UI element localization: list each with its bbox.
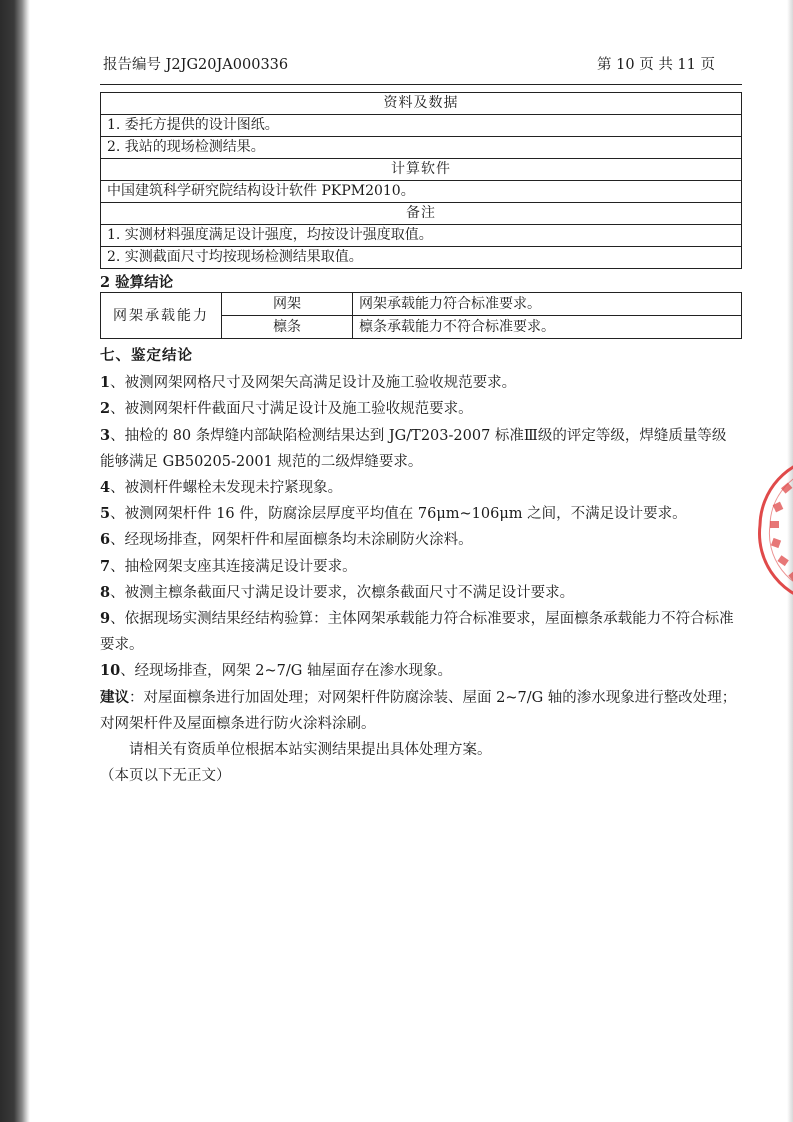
notes-section-title: 备注	[101, 203, 742, 225]
item-number: 8	[100, 583, 111, 601]
software-name: 中国建筑科学研究院结构设计软件 PKPM2010。	[101, 181, 742, 203]
item-number: 10	[100, 662, 121, 680]
conclusion-item	[100, 501, 740, 527]
member-result: 檩条承载能力不符合标准要求。	[353, 316, 742, 339]
item-text: 、抽检的 80 条焊缝内部缺陷检测结果达到 JG/T203-2007 标准Ⅲ级的评定等级，焊缝质量等级能够满足 GB50205-2001 规范的二级焊缝要求。	[100, 427, 727, 470]
seal-arc	[759, 457, 793, 603]
item-text: 、经现场排查，网架杆件和屋面檩条均未涂刷防火涂料。	[110, 532, 473, 549]
suggestion-text: ：对屋面檩条进行加固处理；对网架杆件防腐涂装、屋面 2~7/G 轴的渗水现象进行整改处理；对网架杆件及屋面檩条进行防火涂料涂刷。	[100, 689, 737, 732]
seal-marks	[770, 482, 793, 581]
header-divider	[100, 84, 742, 85]
capacity-label: 网架承载能力	[101, 293, 222, 339]
conclusion-item	[100, 580, 740, 606]
section-title: 2 验算结论	[100, 274, 174, 291]
item-text: 、被测杆件螺栓未发现未拧紧现象。	[110, 480, 343, 497]
conclusion-item	[100, 527, 740, 553]
software-section-title: 计算软件	[101, 159, 742, 181]
conclusion-item	[100, 370, 740, 396]
page-header	[103, 53, 715, 79]
item-text: 、被测网架杆件 16 件，防腐涂层厚度平均值在 76μm~106μm 之间，不满足设计要求。	[110, 506, 687, 523]
page-number: 第 10 页 共 11 页	[597, 57, 715, 73]
suggestion	[100, 685, 740, 737]
note-item: 1. 实测材料强度满足设计强度，均按设计强度取值。	[101, 225, 742, 247]
conclusion-item	[100, 606, 740, 658]
suggestion-label: 建议	[100, 688, 129, 706]
conclusion-section	[100, 343, 740, 789]
item-number: 2	[100, 400, 111, 418]
info-table	[100, 92, 742, 269]
seal-stamp-icon	[752, 455, 793, 605]
closing-statement: 请相关有资质单位根据本站实测结果提出具体处理方案。	[129, 742, 492, 759]
conclusion-item	[100, 475, 740, 501]
scan-edge-left	[0, 0, 30, 1122]
end-note: （本页以下无正文）	[100, 768, 231, 785]
item-number: 6	[100, 531, 111, 549]
item-text: 、被测网架网格尺寸及网架矢高满足设计及施工验收规范要求。	[110, 375, 517, 392]
item-number: 9	[100, 610, 111, 628]
item-text: 、被测网架杆件截面尺寸满足设计及施工验收规范要求。	[110, 401, 473, 418]
seal-ring	[759, 457, 793, 603]
note-item: 2. 实测截面尺寸均按现场检测结果取值。	[101, 247, 742, 269]
item-number: 3	[100, 426, 111, 444]
data-section-title: 资料及数据	[101, 93, 742, 115]
data-item: 1. 委托方提供的设计图纸。	[101, 115, 742, 137]
item-text: 、抽检网架支座其连接满足设计要求。	[110, 558, 357, 575]
capacity-table	[100, 292, 742, 339]
item-number: 1	[100, 374, 111, 392]
item-text: 、依据现场实测结果经结构验算：主体网架承载能力符合标准要求，屋面檩条承载能力不符合标准要求。	[100, 611, 734, 654]
member-kind: 檩条	[222, 316, 353, 339]
item-number: 4	[100, 479, 111, 497]
data-item: 2. 我站的现场检测结果。	[101, 137, 742, 159]
item-text: 、被测主檩条截面尺寸满足设计要求，次檩条截面尺寸不满足设计要求。	[110, 584, 575, 601]
conclusion-item	[100, 554, 740, 580]
conclusion-item	[100, 396, 740, 422]
item-text: 、经现场排查，网架 2~7/G 轴屋面存在渗水现象。	[120, 663, 452, 680]
item-number: 7	[100, 557, 111, 575]
conclusion-item	[100, 423, 740, 475]
member-result: 网架承载能力符合标准要求。	[353, 293, 742, 316]
conclusion-title: 七、鉴定结论	[100, 347, 193, 364]
member-kind: 网架	[222, 293, 353, 316]
report-number: 报告编号 J2JG20JA000336	[103, 57, 289, 73]
conclusion-item	[100, 658, 740, 684]
item-number: 5	[100, 505, 111, 523]
